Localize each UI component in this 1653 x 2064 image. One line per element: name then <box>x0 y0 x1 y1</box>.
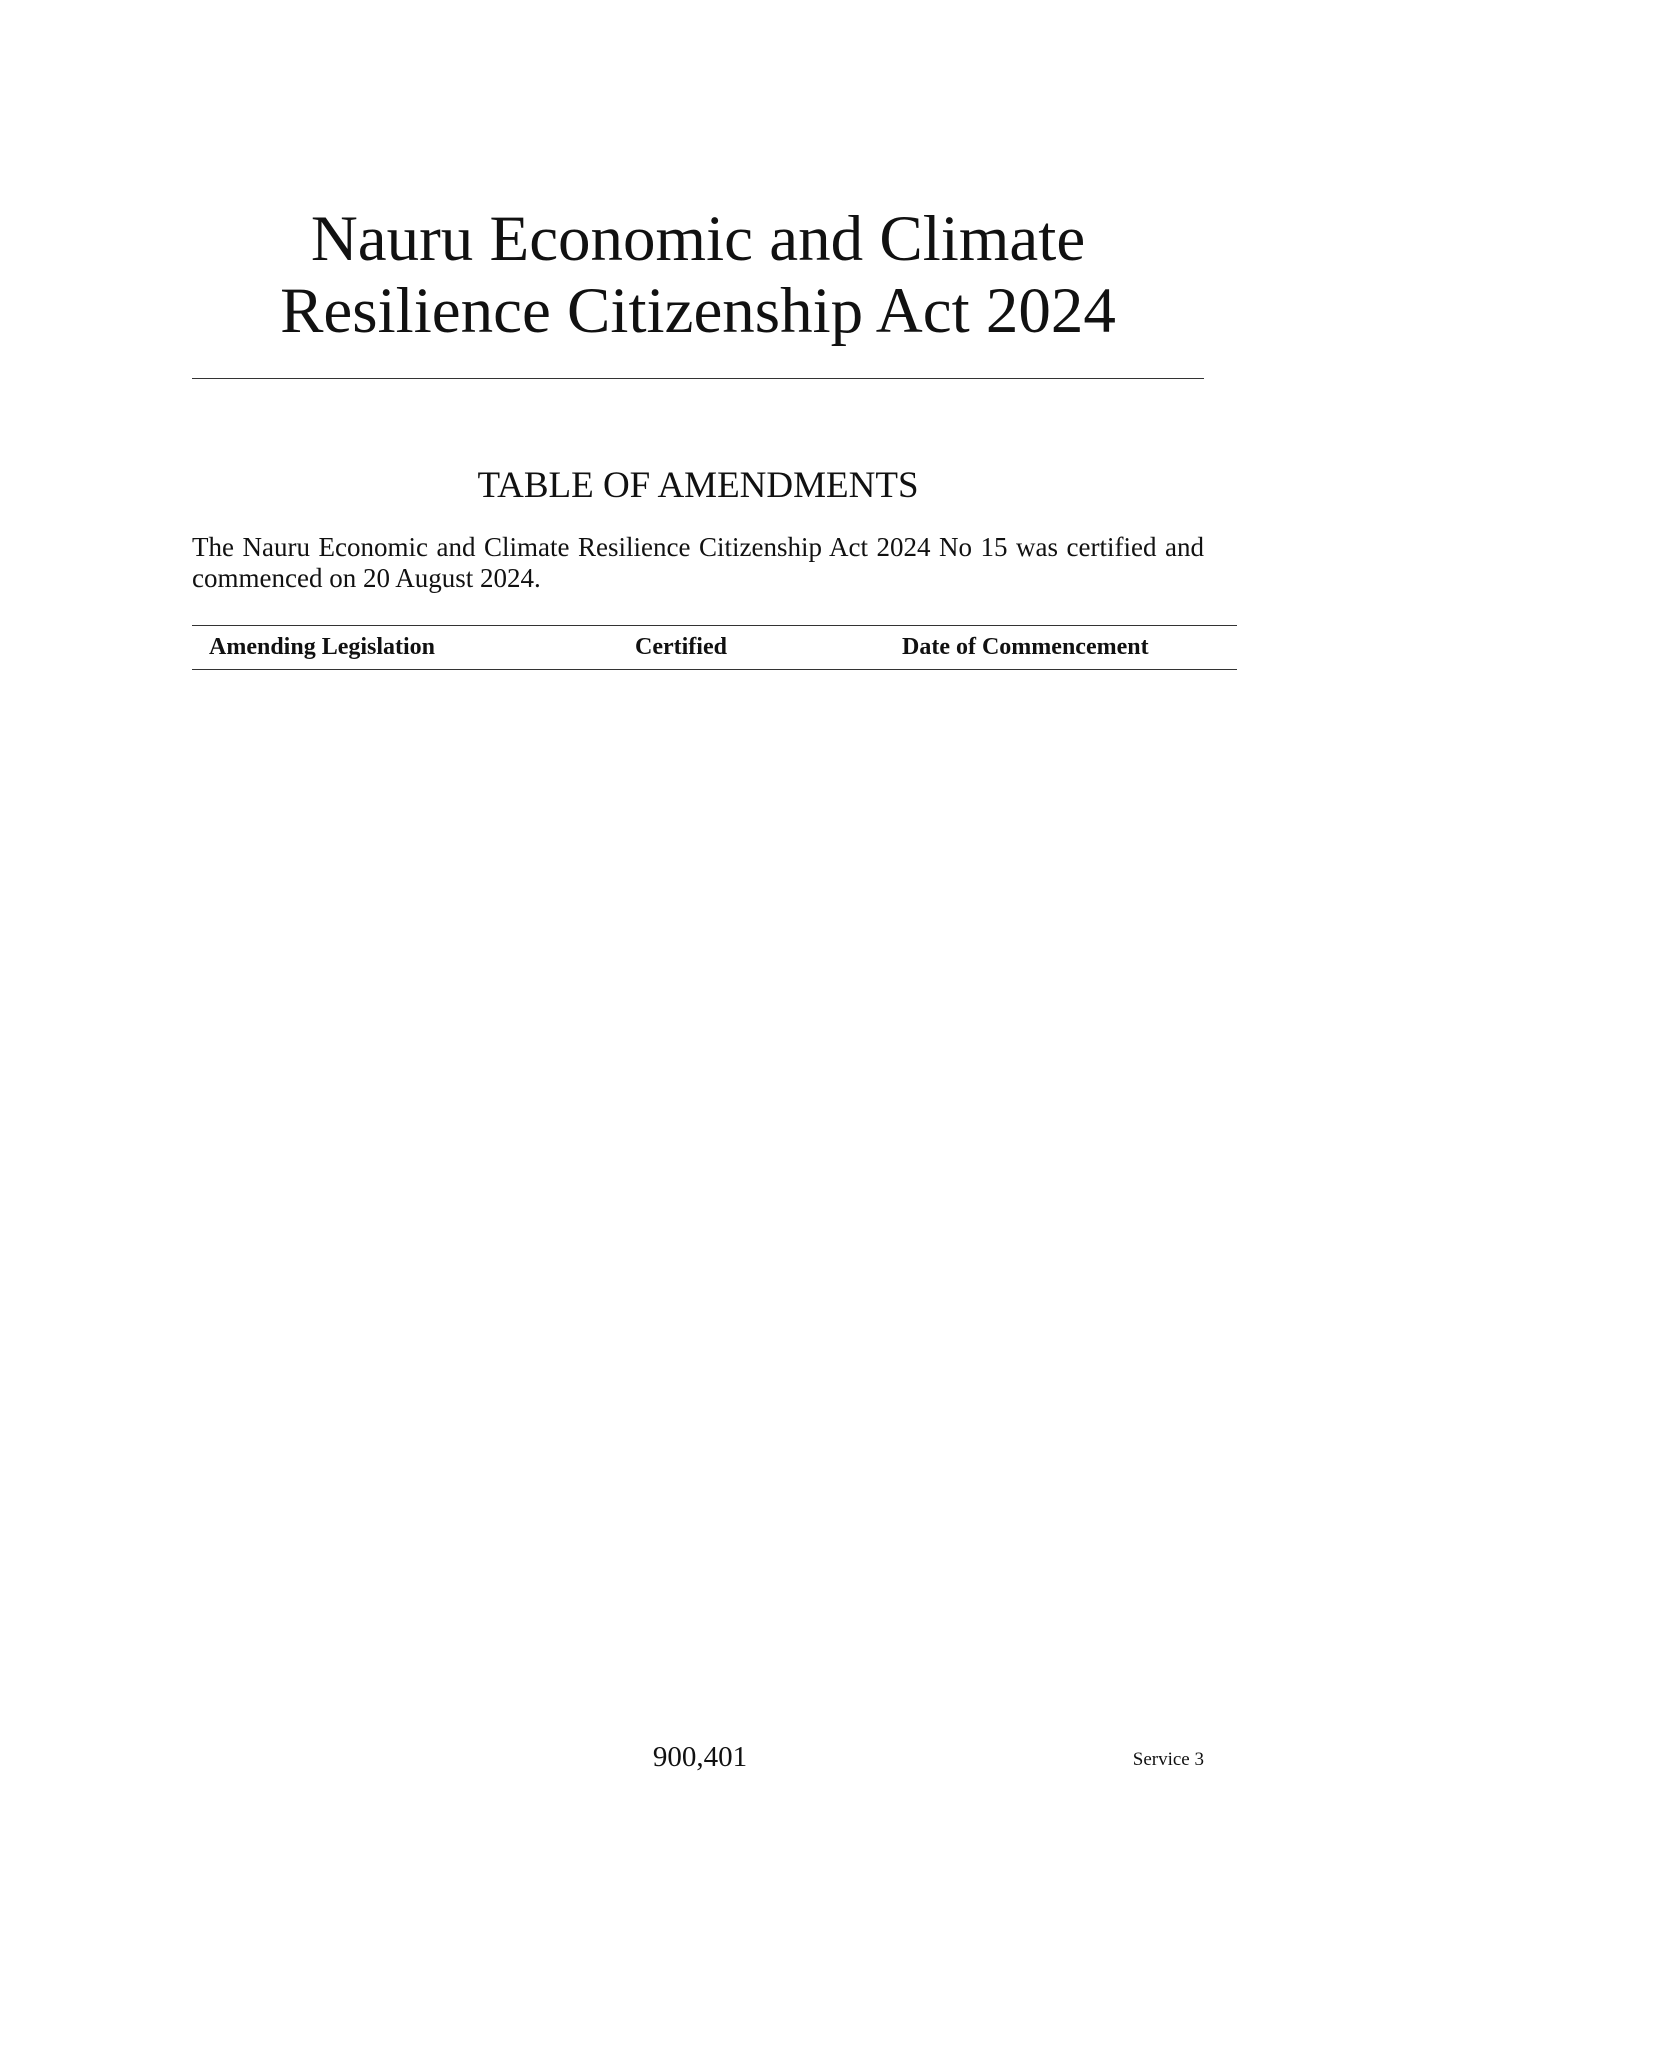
act-title-line-1: Nauru Economic and Climate <box>310 203 1086 275</box>
act-title-line-2: Resilience Citizenship Act 2024 <box>280 275 1116 347</box>
section-heading: TABLE OF AMENDMENTS <box>477 465 919 506</box>
service-label: Service 3 <box>1132 1749 1204 1770</box>
amendments-table <box>192 625 1237 670</box>
page-number: 900,401 <box>652 1741 748 1773</box>
act-title <box>192 203 1204 347</box>
title-divider <box>192 378 1204 379</box>
header-amending-legislation: Amending Legislation <box>209 634 436 660</box>
header-certified: Certified <box>635 634 727 660</box>
amendments-table-header <box>192 626 1237 669</box>
intro-paragraph: The Nauru Economic and Climate Resilience Citizenship Act 2024 No 15 was certified and commenced on 20 August 2024. <box>192 532 1204 593</box>
header-date-of-commencement: Date of Commencement <box>902 634 1149 660</box>
